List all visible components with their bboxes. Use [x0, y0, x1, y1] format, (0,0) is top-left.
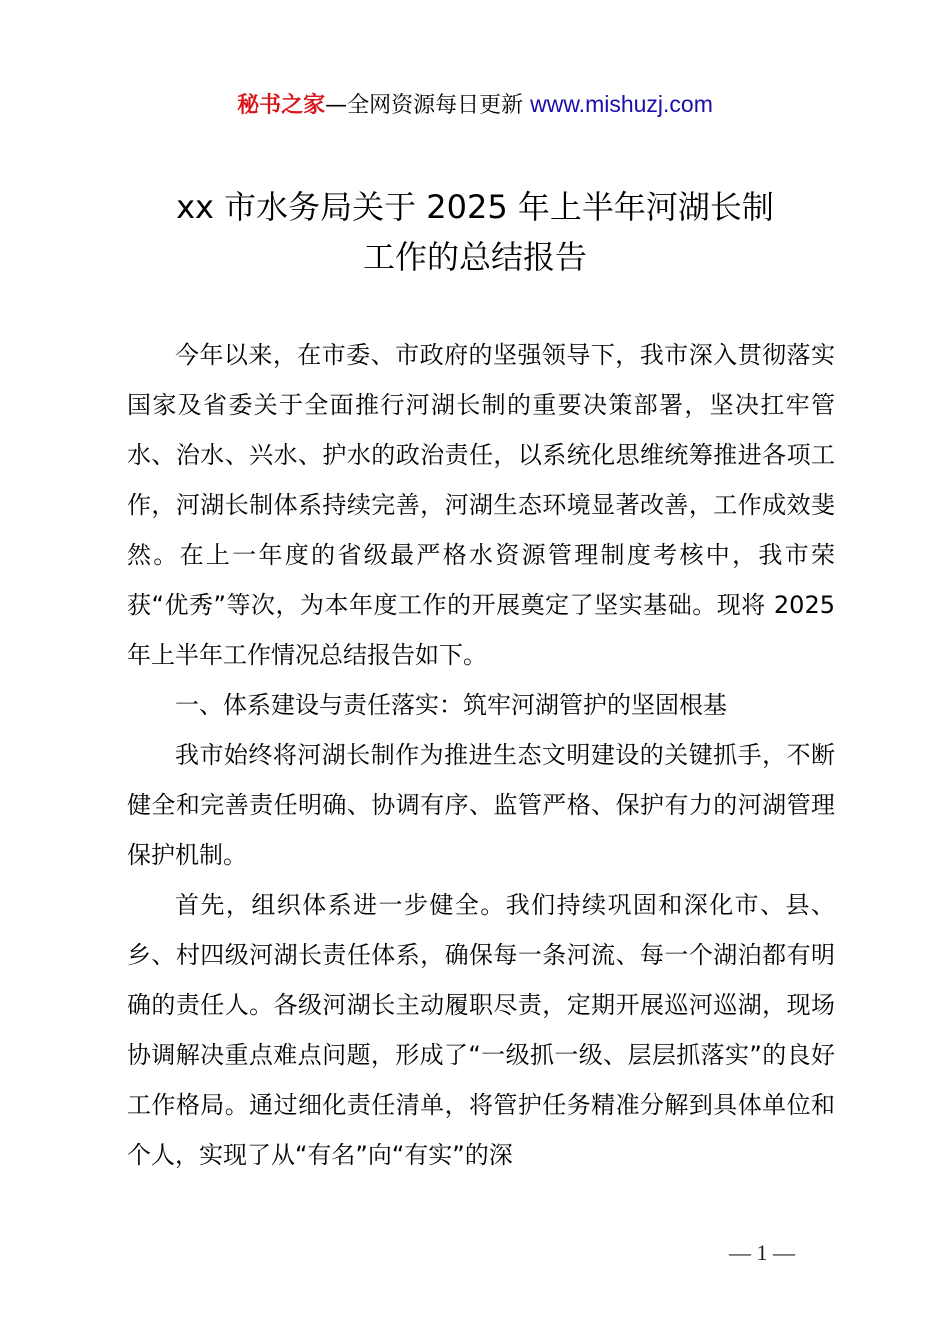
paragraph-organization: 首先，组织体系进一步健全。我们持续巩固和深化市、县、乡、村四级河湖长责任体系，确保每一条河流、每一个湖泊都有明确的责任人。各级河湖长主动履职尽责，定期开展巡河巡湖，现场协调解决重点难点问题，形成了“一级抓一级、层层抓落实”的良好工作格局。通过细化责任清单，将管护任务精准分解到具体单位和个人，实现了从“有名”向“有实”的深 [127, 891, 835, 1169]
title-line-2: 工作的总结报告 [362, 238, 587, 276]
paragraph-intro: 今年以来，在市委、市政府的坚强领导下，我市深入贯彻落实国家及省委关于全面推行河湖长制的重要决策部署，坚决扛牢管水、治水、兴水、护水的政治责任，以系统化思维统筹推进各项工作，河湖长制体系持续完善，河湖生态环境显著改善，工作成效斐然。在上一年度的省级最严格水资源管理制度考核中，我市荣获“优秀”等次，为本年度工作的开展奠定了坚实基础。现将 2025 年上半年工作情况总结报告如下。 [127, 341, 835, 669]
paragraph-section1-intro: 我市始终将河湖长制作为推进生态文明建设的关键抓手，不断健全和完善责任明确、协调有序、监管严格、保护有力的河湖管理保护机制。 [127, 741, 835, 869]
document-body [127, 330, 835, 1180]
brand-name: 秘书之家 [237, 93, 326, 118]
site-header [0, 88, 950, 122]
page-number: — 1 — [729, 1240, 795, 1265]
site-url-link[interactable]: www.mishuzj.com [530, 91, 713, 117]
header-tagline: —全网资源每日更新 [325, 93, 531, 118]
section-heading-1: 一、体系建设与责任落实：筑牢河湖管护的坚固根基 [175, 691, 727, 719]
document-title [0, 182, 950, 282]
title-line-1: xx 市水务局关于 2025 年上半年河湖长制 [176, 188, 774, 226]
